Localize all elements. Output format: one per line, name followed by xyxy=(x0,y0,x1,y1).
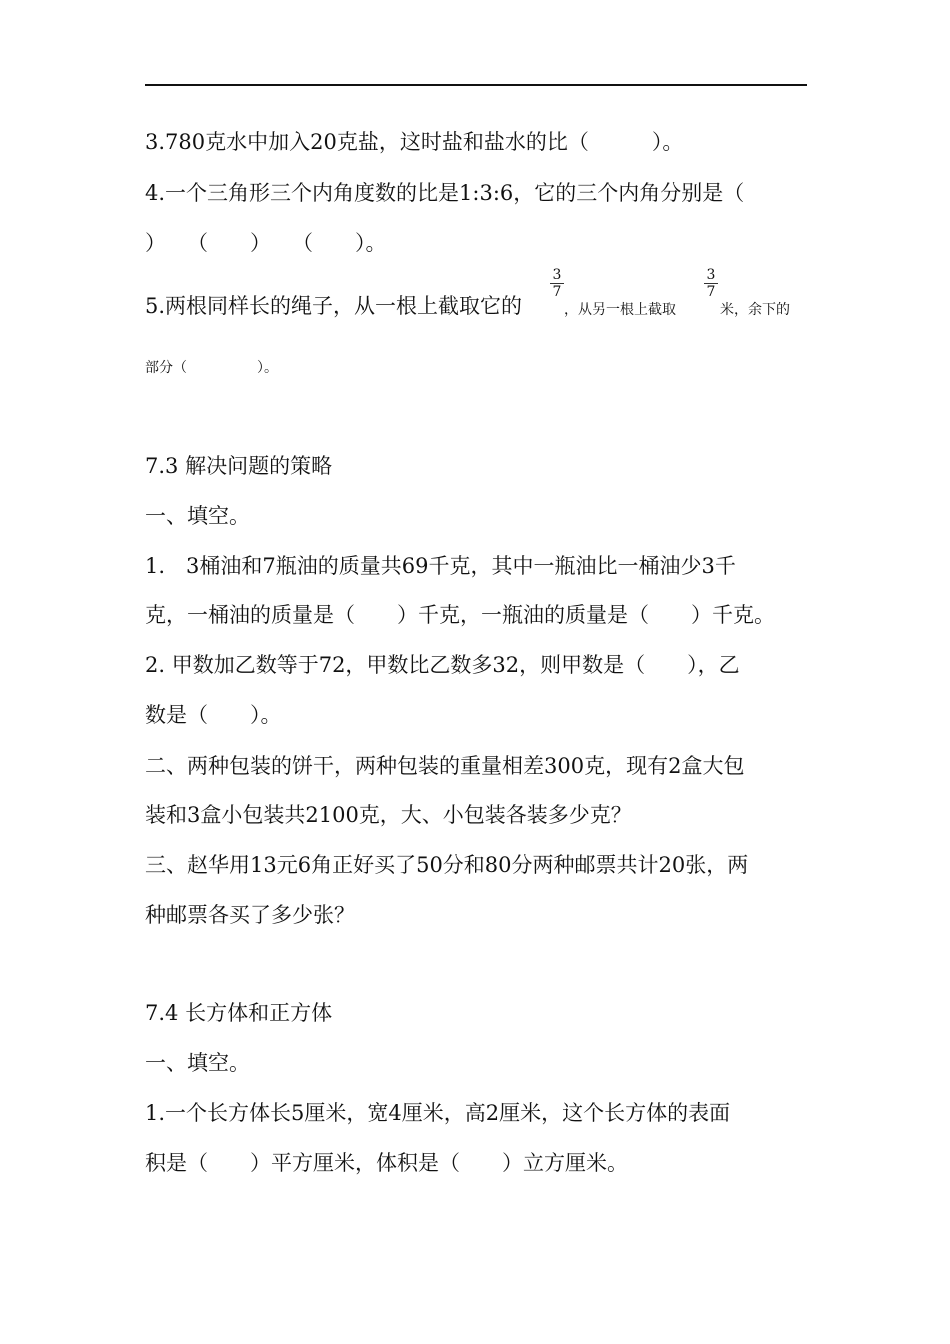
section-7-3-q1-line-1: 1. 3桶油和7瓶油的质量共69千克，其中一瓶油比一桶油少3千 xyxy=(145,554,736,578)
section-7-3-part-1-heading: 一、填空。 xyxy=(145,504,250,528)
section-7-3-part-3-line-1: 三、赵华用13元6角正好买了50分和80分两种邮票共计20张，两 xyxy=(145,853,749,877)
section-7-4-q1-line-2: 积是（ ）平方厘米，体积是（ ）立方厘米。 xyxy=(145,1151,628,1175)
question-4-line-1: 4.一个三角形三个内角度数的比是1:3:6，它的三个内角分别是（ xyxy=(145,181,745,205)
section-7-3-q2-line-1: 2. 甲数加乙数等于72，甲数比乙数多32，则甲数是（ ），乙 xyxy=(145,653,740,677)
question-5-line-1: 5.两根同样长的绳子，从一根上截取它的 xyxy=(145,294,523,318)
header-rule xyxy=(145,84,807,86)
section-7-3-part-2-line-2: 装和3盒小包装共2100克，大、小包装各装多少克？ xyxy=(145,803,632,827)
question-4-line-2: ） （ ） （ ）。 xyxy=(145,231,387,255)
fraction-denominator: 7 xyxy=(706,284,716,300)
section-7-4-q1-line-1: 1.一个长方体长5厘米，宽4厘米，高2厘米，这个长方体的表面 xyxy=(145,1101,731,1125)
question-5-mid-text: ，从另一根上截取 xyxy=(564,302,676,318)
fraction-3-7-a xyxy=(550,267,564,300)
question-3: 3.780克水中加入20克盐，这时盐和盐水的比（ ）。 xyxy=(145,130,684,154)
question-5-line-2: 部分（ ）。 xyxy=(145,360,278,376)
question-5-end-text: 米，余下的 xyxy=(720,302,790,318)
section-7-3-part-2-line-1: 二、两种包装的饼干，两种包装的重量相差300克，现有2盒大包 xyxy=(145,754,745,778)
section-7-3-q1-line-2: 克，一桶油的质量是（ ）千克，一瓶油的质量是（ ）千克。 xyxy=(145,603,775,627)
fraction-3-7-b xyxy=(704,267,718,300)
section-7-3-q2-line-2: 数是（ ）。 xyxy=(145,703,282,727)
section-7-4-part-1-heading: 一、填空。 xyxy=(145,1051,250,1075)
fraction-denominator: 7 xyxy=(552,284,562,300)
section-7-4-title: 7.4 长方体和正方体 xyxy=(145,1001,333,1025)
section-7-3-part-3-line-2: 种邮票各买了多少张？ xyxy=(145,903,355,927)
section-7-3-title: 7.3 解决问题的策略 xyxy=(145,454,333,478)
fraction-numerator: 3 xyxy=(704,267,718,284)
fraction-numerator: 3 xyxy=(550,267,564,284)
